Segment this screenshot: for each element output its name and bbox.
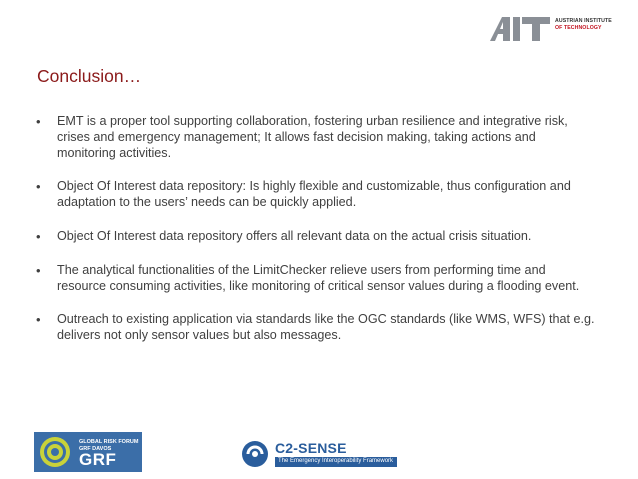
bullet-item-4 — [36, 263, 596, 295]
c2sense-swirl-icon — [240, 439, 270, 469]
bullet-item-5 — [36, 312, 596, 344]
bullet-dot: • — [36, 114, 41, 129]
bullet-dot: • — [36, 312, 41, 328]
grf-line2: GRF DAVOS — [79, 445, 112, 452]
bullet-item-3 — [36, 229, 596, 245]
grf-ring-icon — [38, 435, 72, 469]
grf-big-text: GRF — [79, 450, 117, 469]
bullet-dot: • — [36, 179, 41, 195]
c2sense-tagline: The Emergency Interoperability Framework — [278, 458, 394, 464]
c2sense-logo — [238, 437, 398, 471]
c2sense-name: C2-SENSE — [275, 440, 347, 456]
ait-mark-icon — [488, 14, 558, 44]
bullet-list — [36, 114, 596, 362]
ait-institute-text — [555, 18, 612, 31]
bullet-text: The analytical functionalities of the LimitChecker relieve users from performing time and resource consuming activities, like monitoring of critical sensor values during a flooding event. — [57, 262, 580, 293]
ait-text-line2: OF TECHNOLOGY — [555, 24, 602, 31]
grf-line1: GLOBAL RISK FORUM — [79, 439, 139, 445]
bullet-text: Object Of Interest data repository: Is highly flexible and customizable, thus configuration and adaptation to the users’ needs can be quickly applied. — [57, 179, 571, 210]
grf-logo — [34, 432, 142, 472]
ait-text-line1: AUSTRIAN INSTITUTE — [555, 18, 612, 24]
bullet-item-1 — [36, 114, 596, 161]
bullet-text: Outreach to existing application via standards like the OGC standards (like WMS, WFS) that e.g. delivers not only sensor values but also messages. — [57, 312, 595, 343]
bullet-dot: • — [36, 262, 41, 278]
bullet-item-2 — [36, 179, 596, 211]
slide-title: Conclusion… — [37, 66, 142, 86]
bullet-text: EMT is a proper tool supporting collaboration, fostering urban resilience and integrative risk, crises and emergency management; It allows fast decision making, taking actions and monitoring activities. — [57, 114, 568, 160]
bullet-text: Object Of Interest data repository offers all relevant data on the actual crisis situation. — [57, 228, 532, 243]
bullet-dot: • — [36, 228, 41, 244]
